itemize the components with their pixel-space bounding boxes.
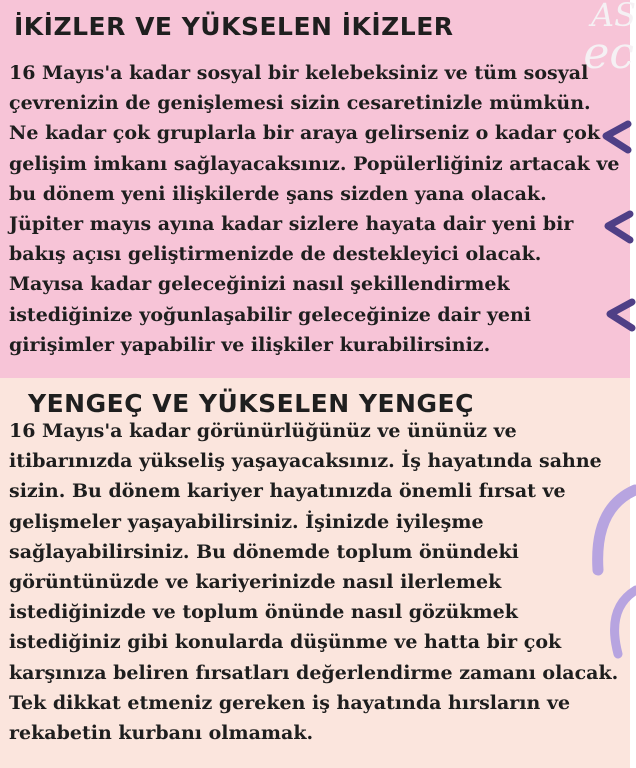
gemini-body (9, 58, 621, 360)
cancer-body (9, 416, 621, 748)
watermark-text-top: AS (590, 0, 636, 34)
gemini-paragraph-2: Ne kadar çok gruplarla bir araya gelirseniz o kadar çok gelişim imkanı sağlayacaksınız. Popülerliğiniz artacak ve bu dönem yeni ilişkilerde şans sizden yana olacak. Jüpiter mayıs ayına kadar sizlere hayata dair yeni bir bakış açısı geliştirmenizde de destekleyici olacak. Mayısa kadar geleceğinizi nasıl şekillendirmek istediğinize yoğunlaşabilir geleceğinize dair yeni girişimler yapabilir ve ilişkiler kurabilirsiniz. (9, 122, 620, 356)
watermark-text-bottom: ec (583, 28, 634, 79)
cancer-paragraph-1: 16 Mayıs'a kadar görünürlüğünüz ve ününüz ve itibarınızda yükseliş yaşayacaksınız. İş hayatında sahne sizin. Bu dönem kariyer hayatınızda önemli fırsat ve gelişmeler yaşayabilirsiniz. İşinizde iyileşme sağlayabilirsiniz. Bu dönemde toplum önündeki görüntünüzde ve kariyerinizde nasıl ilerlemek istediğinizde ve toplum önünde nasıl gözükmek istediğiniz gibi konularda düşünme ve hatta bir çok karşınıza beliren fırsatları değerlendirme zamanı olacak. Tek dikkat etmeniz gereken iş hayatında hırsların ve rekabetin kurbanı olmamak. (9, 420, 619, 745)
gemini-heading: İKİZLER VE YÜKSELEN İKİZLER (14, 12, 454, 41)
gemini-paragraph-1: 16 Mayıs'a kadar sosyal bir kelebeksiniz ve tüm sosyal çevrenizin de genişlemesi sizin cesaretinizle mümkün. (9, 62, 591, 115)
cancer-section (0, 378, 630, 768)
gemini-section (0, 0, 636, 378)
cancer-heading: YENGEÇ VE YÜKSELEN YENGEÇ (28, 389, 474, 418)
